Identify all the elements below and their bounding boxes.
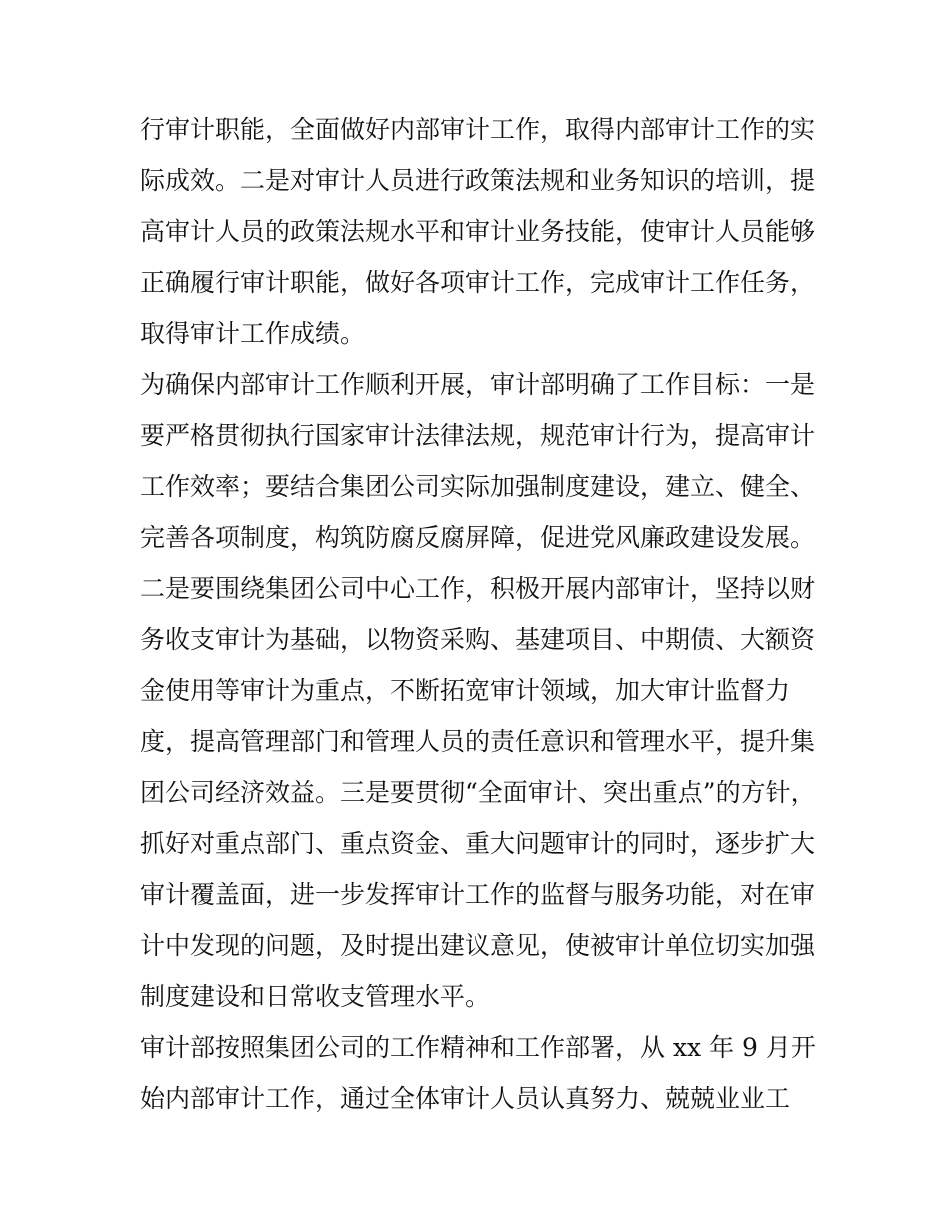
text-line: 度，提高管理部门和管理人员的责任意识和管理水平，提升集 [140, 727, 816, 756]
text-line: 团公司经济效益。三是要贯彻“全面审计、突出重点”的方针， [140, 778, 816, 807]
text-line: 审计部按照集团公司的工作精神和工作部署，从 xx 年 9 月开 [140, 1033, 816, 1062]
text-line: 行审计职能，全面做好内部审计工作，取得内部审计工作的实 [140, 115, 816, 144]
text-line: 审计覆盖面，进一步发挥审计工作的监督与服务功能，对在审 [140, 880, 816, 909]
text-line: 高审计人员的政策法规水平和审计业务技能，使审计人员能够 [140, 217, 816, 246]
text-line: 始内部审计工作，通过全体审计人员认真努力、兢兢业业工 [140, 1084, 791, 1113]
text-line: 计中发现的问题，及时提出建议意见，使被审计单位切实加强 [140, 931, 816, 960]
paragraph-3 [140, 1022, 820, 1124]
document-body [140, 104, 820, 1124]
text-line: 正确履行审计职能，做好各项审计工作，完成审计工作任务， [140, 268, 816, 297]
text-line: 为确保内部审计工作顺利开展，审计部明确了工作目标：一是 [140, 370, 816, 399]
paragraph-1 [140, 104, 820, 359]
text-line: 二是要围绕集团公司中心工作，积极开展内部审计，坚持以财 [140, 574, 816, 603]
text-line: 工作效率；要结合集团公司实际加强制度建设，建立、健全、 [140, 472, 816, 501]
text-line: 务收支审计为基础，以物资采购、基建项目、中期债、大额资 [140, 625, 816, 654]
text-line: 完善各项制度，构筑防腐反腐屏障，促进党风廉政建设发展。 [140, 523, 816, 552]
text-line: 抓好对重点部门、重点资金、重大问题审计的同时，逐步扩大 [140, 829, 816, 858]
text-line: 制度建设和日常收支管理水平。 [140, 982, 491, 1011]
paragraph-2 [140, 359, 820, 1022]
text-line: 要严格贯彻执行国家审计法律法规，规范审计行为，提高审计 [140, 421, 816, 450]
text-line: 际成效。二是对审计人员进行政策法规和业务知识的培训，提 [140, 166, 816, 195]
text-line: 取得审计工作成绩。 [140, 319, 366, 348]
text-line: 金使用等审计为重点，不断拓宽审计领域，加大审计监督力 [140, 676, 791, 705]
